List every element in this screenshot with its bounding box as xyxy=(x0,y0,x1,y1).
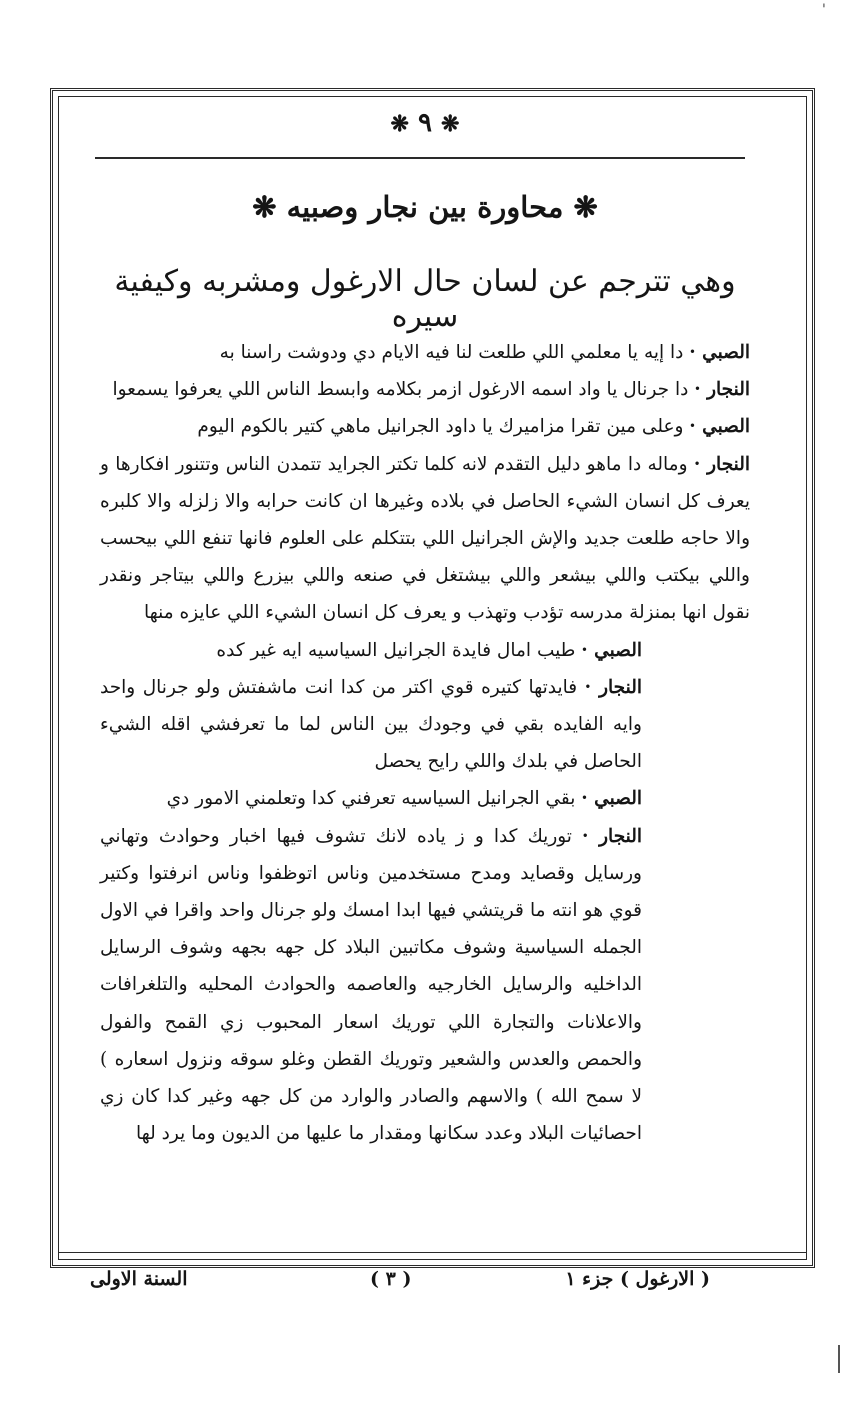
dialogue-paragraph xyxy=(100,780,750,817)
dialogue-text: بقي الجرانيل السياسيه تعرفني كدا وتعلمني الامور دي xyxy=(166,788,582,810)
dialogue-text: دا جرنال يا واد اسمه الارغول ازمر بكلامه وابسط الناس اللي يعرفوا يسمعوا xyxy=(112,379,695,401)
speaker-label: الصبي · xyxy=(689,416,750,438)
dialogue-paragraph xyxy=(100,446,750,632)
page-footer xyxy=(90,1268,710,1298)
speaker-label: النجار · xyxy=(693,453,750,475)
dialogue-body xyxy=(100,334,750,1152)
corner-mark: ' xyxy=(822,2,826,18)
speaker-label: الصبي · xyxy=(689,342,750,363)
ornament-star-icon: ❋ xyxy=(441,111,460,137)
footer-rule xyxy=(58,1252,807,1253)
dialogue-paragraph xyxy=(100,632,750,669)
dialogue-text: فايدتها كتيره قوي اكتر من كدا انت ماشفتش ولو جرنال واحد وايه الفايده بقي في وجودك بين الناس لما ما تعرفشي اقله الشيء الحاصل في بلدك واللي رايح يحصل xyxy=(100,676,642,773)
dialogue-paragraph xyxy=(100,334,750,371)
header-rule xyxy=(95,157,745,159)
speaker-label: النجار · xyxy=(694,379,750,401)
speaker-label: الصبي · xyxy=(581,788,642,810)
footer-page-number: ( ٣ ) xyxy=(370,1268,412,1290)
dialogue-paragraph xyxy=(100,371,750,408)
ornament-star-icon: ❋ xyxy=(390,111,409,137)
dialogue-text: وماله دا ماهو دليل التقدم لانه كلما تكتر الجرايد تتمدن الناس وتتنور افكارها و يعرف كل انسان الشيء الحاصل في بلاده وغيرها ان كانت حرابه والا زلزله والا كلبره والا حاجه طلعت جديد والإش الجرانيل اللي بتتكلم على العلوم فانها تنفع اللي بيحسب واللي بيكتب واللي بيشعر واللي بيشتغل في صنعه واللي بيزرع واللي بيتاجر ونقدر نقول انها بمنزلة مدرسه تؤدب وتهذب و يعرف كل انسان الشيء اللي عايزه منها xyxy=(100,453,750,624)
dialogue-text: وعلى مين تقرا مزاميرك يا داود الجرانيل ماهي كتير بالكوم اليوم xyxy=(197,416,690,438)
dialogue-text: دا إيه يا معلمي اللي طلعت لنا فيه الايام دي ودوشت راسنا به xyxy=(219,342,690,363)
folio-number xyxy=(0,108,850,138)
speaker-label: النجار · xyxy=(584,676,642,698)
speaker-label: الصبي · xyxy=(581,639,642,661)
dialogue-paragraph xyxy=(100,669,750,781)
dialogue-text: طيب امال فايدة الجرانيل السياسيه ايه غير كده xyxy=(216,639,582,661)
dialogue-text: توريك كدا و ز ياده لانك تشوف فيها اخبار وحوادث وتهاني ورسايل وقصايد ومدح مستخدمين وناس اتوظفوا وناس انرفتوا وكتير قوي هو انته ما قريتشي فيها ابدا امسك ولو جرنال واحد واقرا في الاول الجمله السياسية وشوف مكاتبين البلاد كل جهه بجهه وشوف الرسايل الداخليه والرسايل الخارجيه والعاصمه والحوادث المحليه والتلغرافات والاعلانات والتجارة اللي توريك اسعار المحبوب زي القمح والفول والحمص والعدس والشعير وتوريك القطن وغلو سوقه ونزول اسعاره ) لا سمح الله ) والاسهم والصادر والوارد من كل جهه وغير كدا كان زي احصائيات البلاد وعدد سكانها ومقدار ما عليها من الديون وما يرد لها xyxy=(100,825,642,1145)
article-title: ❋ محاورة بين نجار وصبيه ❋ xyxy=(252,190,598,224)
article-subtitle: وهي تترجم عن لسان حال الارغول ومشربه وكيفية سيره xyxy=(114,264,736,334)
folio-digit: ٩ xyxy=(418,108,432,138)
dialogue-paragraph xyxy=(100,408,750,445)
footer-issue: ( الارغول ) جزء ١ xyxy=(565,1268,710,1290)
dialogue-paragraph xyxy=(100,818,750,1153)
margin-mark xyxy=(838,1345,840,1373)
footer-year: السنة الاولى xyxy=(90,1268,188,1290)
speaker-label: النجار · xyxy=(582,825,642,847)
